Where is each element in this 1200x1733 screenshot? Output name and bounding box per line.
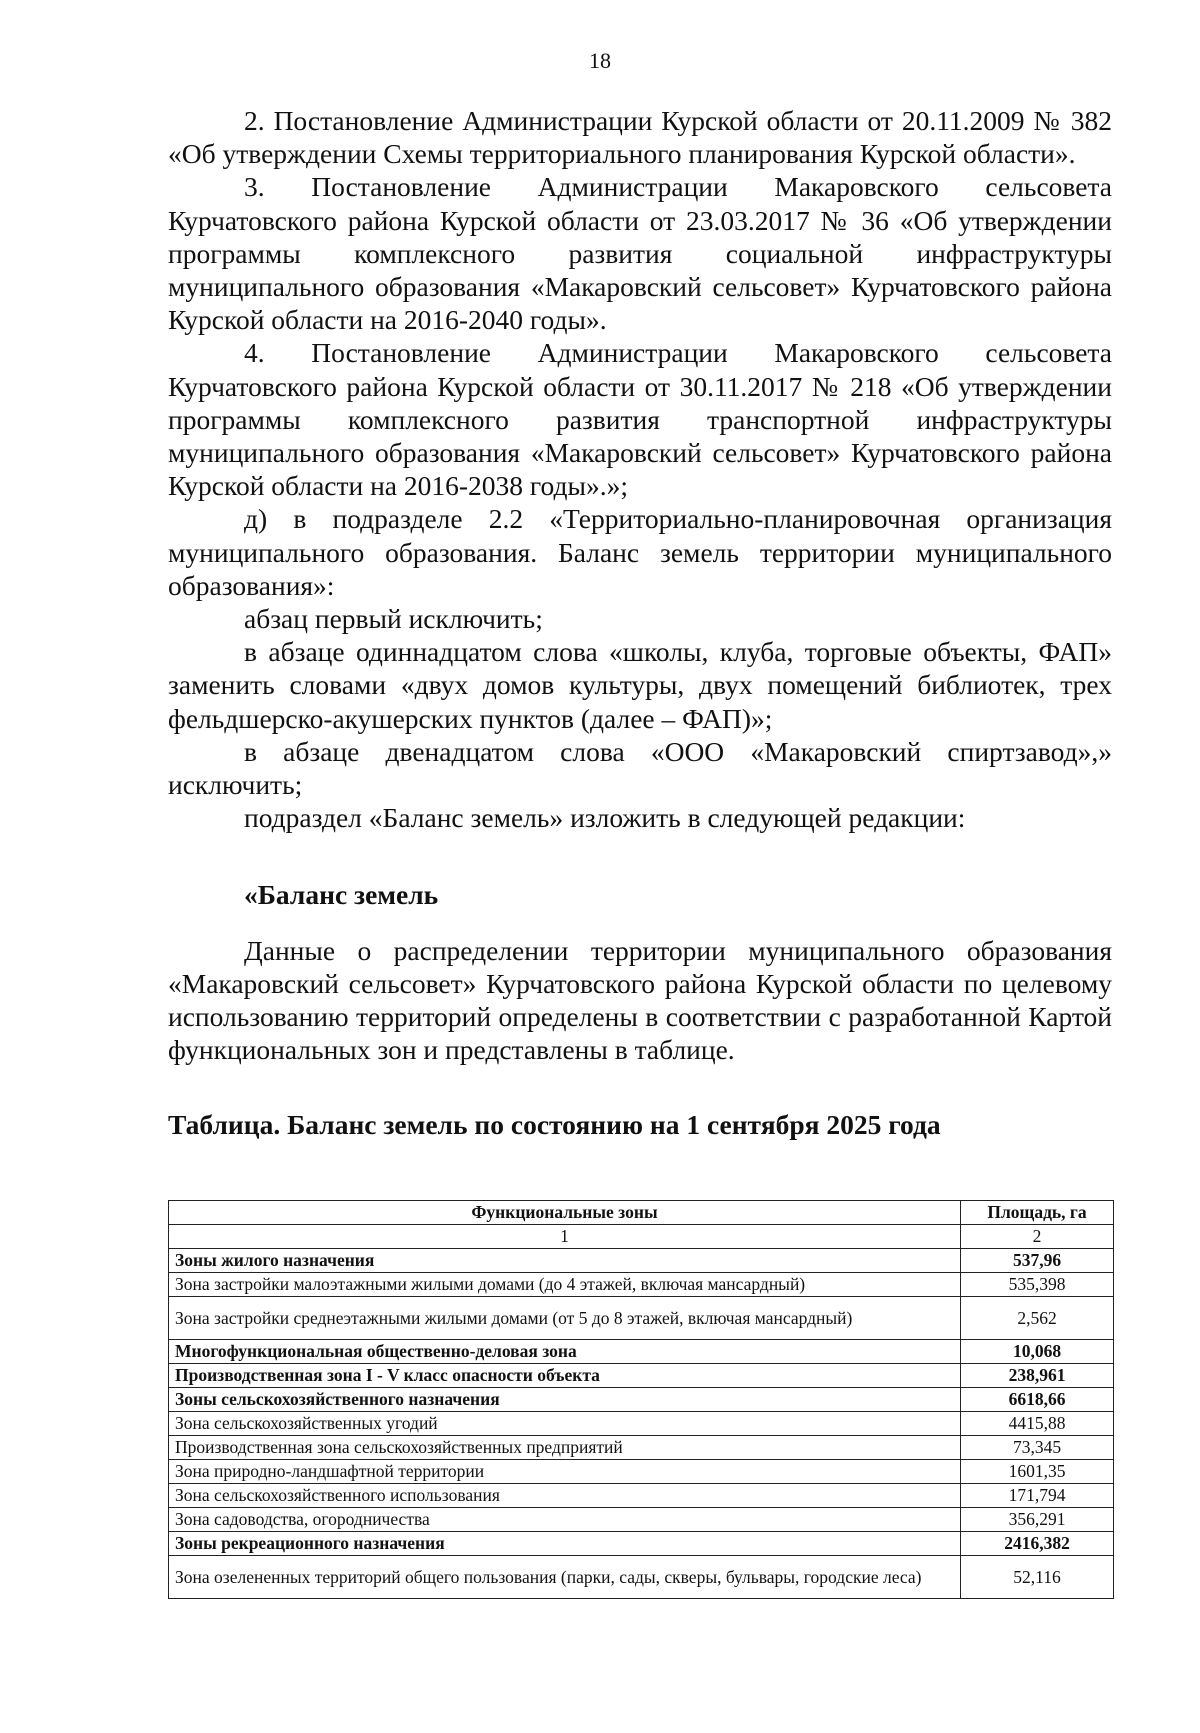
paragraph: 2. Постановление Администрации Курской области от 20.11.2009 № 382 «Об утверждении Схемы территориального планирования Курской области». [168, 105, 1112, 170]
table-row [169, 1508, 1114, 1532]
area-cell: 537,96 [961, 1249, 1114, 1273]
zone-cell: Производственная зона I - V класс опасности объекта [169, 1364, 961, 1388]
zone-cell: Зоны жилого назначения [169, 1249, 961, 1273]
paragraph: 3. Постановление Администрации Макаровского сельсовета Курчатовского района Курской области от 23.03.2017 № 36 «Об утверждении программы комплексного развития социальной инфраструктуры муниципального образования «Макаровский сельсовет» Курчатовского района Курской области на 2016-2040 годы». [168, 171, 1112, 336]
zone-cell: Зона озелененных территорий общего пользования (парки, сады, скверы, бульвары, городские леса) [169, 1556, 961, 1599]
paragraph: абзац первый исключить; [244, 603, 543, 635]
zone-cell: Зоны сельскохозяйственного назначения [169, 1388, 961, 1412]
paragraph: д) в подразделе 2.2 «Территориально-планировочная организация муниципального образования. Баланс земель территории муниципального образования»: [168, 503, 1112, 601]
table-row [169, 1249, 1114, 1273]
area-cell: 6618,66 [961, 1388, 1114, 1412]
zone-cell: Зона застройки малоэтажными жилыми домами (до 4 этажей, включая мансардный) [169, 1273, 961, 1297]
table-row [169, 1484, 1114, 1508]
zone-cell: Зона природно-ландшафтной территории [169, 1460, 961, 1484]
table-caption: Таблица. Баланс земель по состоянию на 1 сентября 2025 года [168, 1109, 941, 1141]
area-cell: 10,068 [961, 1340, 1114, 1364]
page-number: 18 [589, 48, 611, 73]
paragraph: в абзаце двенадцатом слова «ООО «Макаровский спиртзавод»,» исключить; [168, 735, 1112, 801]
area-cell: 73,345 [961, 1436, 1114, 1460]
land-balance-table [168, 1200, 1114, 1599]
area-cell: 238,961 [961, 1364, 1114, 1388]
area-cell: 1601,35 [961, 1460, 1114, 1484]
table-row [169, 1340, 1114, 1364]
area-cell: 2416,382 [961, 1532, 1114, 1556]
index-cell: 1 [169, 1225, 961, 1249]
table-row [169, 1273, 1114, 1297]
zone-cell: Зона сельскохозяйственных угодий [169, 1412, 961, 1436]
index-row [169, 1225, 1114, 1249]
header-zones: Функциональные зоны [169, 1201, 961, 1225]
area-cell: 4415,88 [961, 1412, 1114, 1436]
index-cell: 2 [961, 1225, 1114, 1249]
table-row [169, 1364, 1114, 1388]
zone-cell: Зона сельскохозяйственного использования [169, 1484, 961, 1508]
table-row [169, 1460, 1114, 1484]
zone-cell: Производственная зона сельскохозяйственных предприятий [169, 1436, 961, 1460]
area-cell: 2,562 [961, 1297, 1114, 1340]
header-area: Площадь, га [961, 1201, 1114, 1225]
area-cell: 52,116 [961, 1556, 1114, 1599]
table-row [169, 1388, 1114, 1412]
zone-cell: Зона садоводства, огородничества [169, 1508, 961, 1532]
zone-cell: Зона застройки среднеэтажными жилыми домами (от 5 до 8 этажей, включая мансардный) [169, 1297, 961, 1340]
zone-cell: Многофункциональная общественно-деловая зона [169, 1340, 961, 1364]
paragraph: подраздел «Баланс земель» изложить в следующей редакции: [244, 802, 966, 834]
paragraph: 4. Постановление Администрации Макаровского сельсовета Курчатовского района Курской области от 30.11.2017 № 218 «Об утверждении программы комплексного развития транспортной инфраструктуры муниципального образования «Макаровский сельсовет» Курчатовского района Курской области на 2016-2038 годы».»; [168, 337, 1112, 502]
area-cell: 535,398 [961, 1273, 1114, 1297]
table-row [169, 1297, 1114, 1340]
area-cell: 171,794 [961, 1484, 1114, 1508]
paragraph: в абзаце одиннадцатом слова «школы, клуба, торговые объекты, ФАП» заменить словами «двух домов культуры, двух помещений библиотек, трех фельдшерско-акушерских пунктов (далее – ФАП)»; [168, 636, 1112, 734]
section-title: «Баланс земель [244, 879, 439, 911]
zone-cell: Зоны рекреационного назначения [169, 1532, 961, 1556]
intro-paragraph: Данные о распределении территории муниципального образования «Макаровский сельсовет» Курчатовского района Курской области по целевому использованию территорий определены в соответствии с разработанной Картой функциональных зон и представлены в таблице. [168, 934, 1112, 1066]
table-row [169, 1412, 1114, 1436]
table-row [169, 1532, 1114, 1556]
document-body [168, 104, 1112, 1142]
table-row [169, 1556, 1114, 1599]
area-cell: 356,291 [961, 1508, 1114, 1532]
table-row [169, 1436, 1114, 1460]
